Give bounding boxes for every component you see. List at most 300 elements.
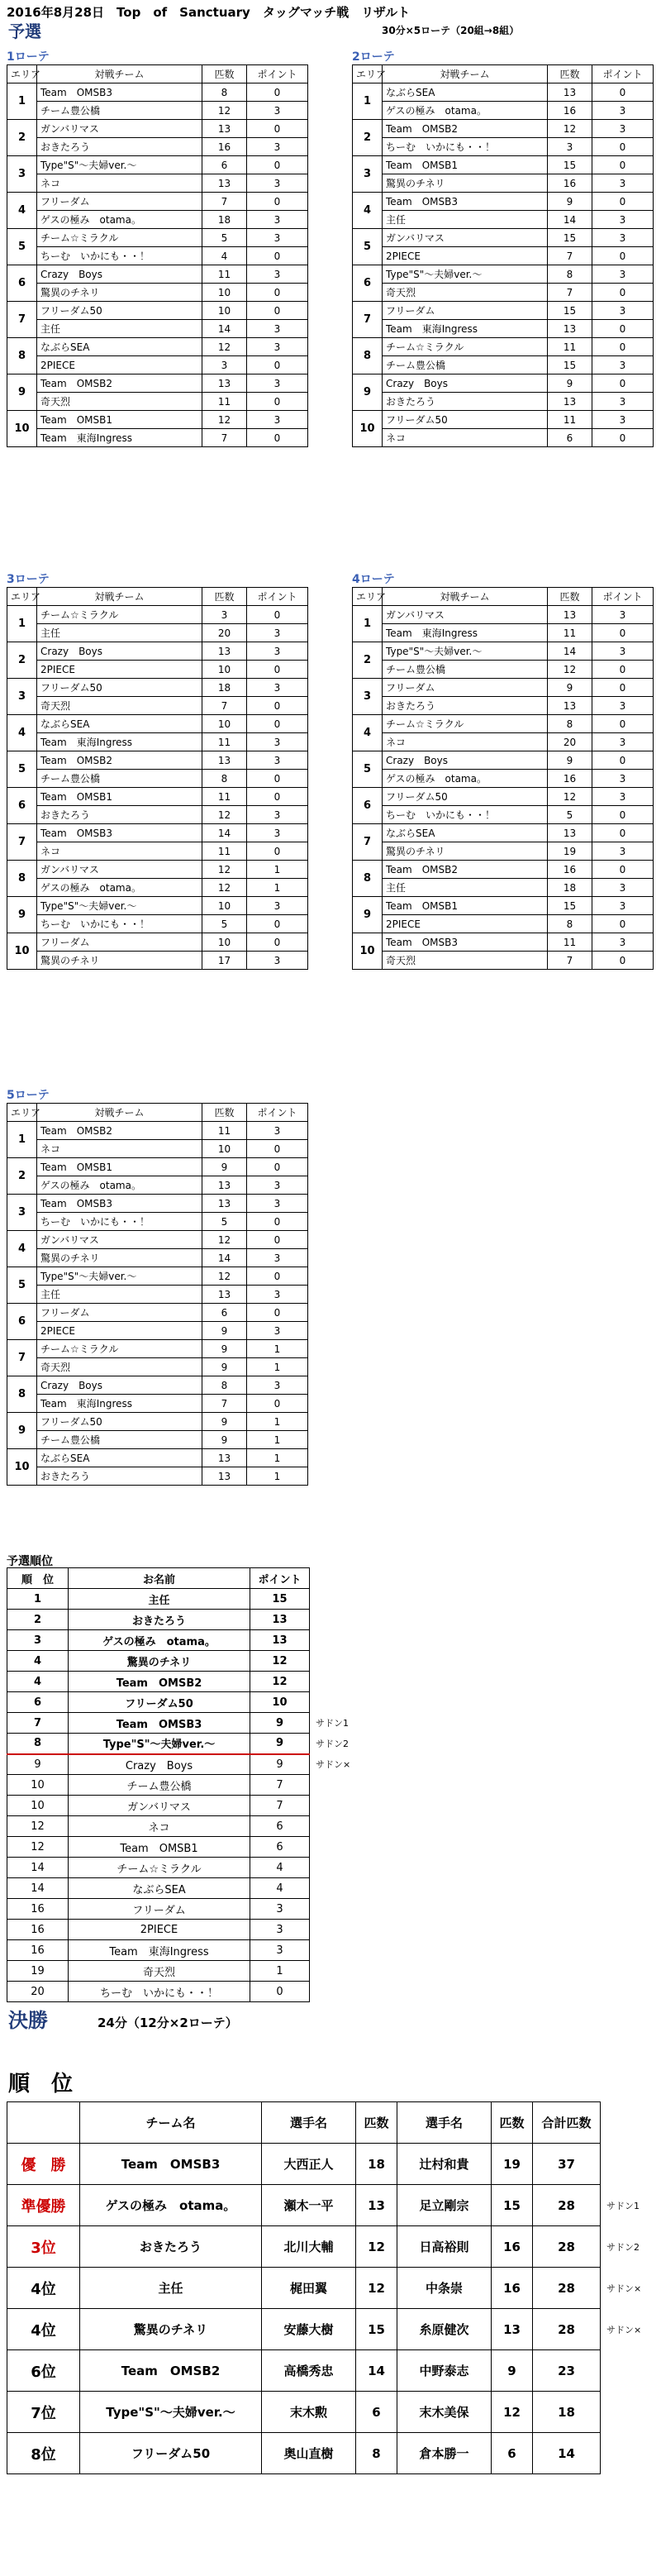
team-name: 奇天烈 (37, 697, 202, 715)
player-name: 大西正人 (262, 2144, 356, 2185)
team-name: 主任 (37, 624, 202, 642)
ranking-team-name: 驚異のチネリ (69, 1651, 250, 1672)
team-name: 奇天烈 (383, 952, 548, 970)
point-value: 0 (247, 156, 308, 174)
team-name: フリーダム (37, 1304, 202, 1322)
table-row (353, 861, 654, 879)
final-player1-header: 選手名 (262, 2102, 356, 2144)
team-name: Crazy Boys (383, 751, 548, 770)
final-row (7, 2309, 601, 2350)
area-number: 2 (353, 120, 383, 156)
team-name: なぶらSEA (383, 83, 548, 102)
player-kills: 13 (492, 2309, 533, 2350)
team-name: チーム豊公橋 (37, 770, 202, 788)
kill-count: 13 (202, 1286, 247, 1304)
rotation-table (352, 587, 654, 970)
team-name: Crazy Boys (37, 642, 202, 661)
player-name: 北川大輔 (262, 2226, 356, 2268)
final-rank: 8位 (7, 2433, 80, 2474)
final-team-name: 驚異のチネリ (80, 2309, 262, 2350)
player-kills: 15 (356, 2309, 397, 2350)
kill-count: 5 (202, 915, 247, 933)
player-name: 辻村和貴 (397, 2144, 492, 2185)
final-sudden-note: サドン× (606, 2283, 642, 2294)
kill-count: 13 (548, 697, 592, 715)
team-name: Type"S"～夫婦ver.～ (37, 897, 202, 915)
table-row (353, 897, 654, 915)
team-header: 対戦チーム (383, 588, 548, 606)
kill-count: 10 (202, 933, 247, 952)
ranking-position: 8 (7, 1734, 69, 1754)
area-number: 6 (7, 1304, 37, 1340)
kill-count: 20 (548, 733, 592, 751)
area-header: エリア (353, 65, 383, 83)
table-row (7, 788, 308, 806)
kill-count: 13 (202, 1176, 247, 1195)
table-row (353, 211, 654, 229)
team-header: 対戦チーム (37, 588, 202, 606)
player-kills: 19 (492, 2144, 533, 2185)
team-name: ガンバリマス (37, 861, 202, 879)
team-name: フリーダム (37, 933, 202, 952)
team-name: ガンバリマス (383, 606, 548, 624)
table-row (7, 265, 308, 284)
player-kills: 18 (356, 2144, 397, 2185)
team-name: ゲスの極み otama。 (37, 879, 202, 897)
point-value: 0 (247, 393, 308, 411)
table-row (7, 879, 308, 897)
table-row (7, 338, 308, 356)
point-value: 0 (247, 429, 308, 447)
team-name: Team OMSB1 (37, 1158, 202, 1176)
ranking-row (7, 1899, 310, 1920)
total-kills: 28 (533, 2185, 601, 2226)
ranking-position: 20 (7, 1982, 69, 2002)
area-number: 6 (7, 265, 37, 302)
team-name: ガンバリマス (383, 229, 548, 247)
team-name: フリーダム (383, 302, 548, 320)
table-row (7, 770, 308, 788)
point-value: 0 (592, 715, 654, 733)
team-name: チーム☆ミラクル (383, 715, 548, 733)
ranking-row (7, 1651, 310, 1672)
points-header: ポイント (250, 1568, 310, 1589)
kill-count: 19 (548, 842, 592, 861)
ranking-points: 0 (250, 1982, 310, 2002)
area-number: 7 (7, 824, 37, 861)
area-number: 4 (353, 715, 383, 751)
point-value: 1 (247, 879, 308, 897)
team-name: チーム豊公橋 (383, 356, 548, 374)
page-subtitle: 30分×5ローテ（20組→8組） (382, 25, 520, 36)
area-number: 1 (353, 83, 383, 120)
final-rank: 4位 (7, 2309, 80, 2350)
table-row (353, 879, 654, 897)
team-name: 奇天烈 (37, 393, 202, 411)
kill-count: 14 (548, 642, 592, 661)
table-row (353, 715, 654, 733)
final-player2-header: 選手名 (397, 2102, 492, 2144)
table-row (7, 83, 308, 102)
rotation-label: 4ローテ (352, 573, 395, 586)
area-number: 9 (7, 374, 37, 411)
point-value: 0 (592, 915, 654, 933)
yosen-heading: 予選 (8, 21, 41, 41)
team-name: チーム☆ミラクル (37, 1340, 202, 1358)
point-value: 3 (247, 374, 308, 393)
team-name: ちーむ いかにも・・！ (37, 1213, 202, 1231)
ranking-points: 3 (250, 1899, 310, 1920)
point-value: 0 (247, 915, 308, 933)
kills-header: 匹数 (202, 65, 247, 83)
player-name: 末木美保 (397, 2392, 492, 2433)
table-row (353, 138, 654, 156)
ranking-row (7, 1878, 310, 1899)
kill-count: 9 (202, 1413, 247, 1431)
ranking-team-name: ゲスの極み otama。 (69, 1630, 250, 1651)
team-name: なぶらSEA (383, 824, 548, 842)
kill-count: 10 (202, 302, 247, 320)
team-name: Team 東海Ingress (383, 624, 548, 642)
ranking-points: 12 (250, 1651, 310, 1672)
final-team-name: 主任 (80, 2268, 262, 2309)
kill-count: 15 (548, 156, 592, 174)
kill-count: 12 (548, 788, 592, 806)
team-name: Team 東海Ingress (37, 429, 202, 447)
kill-count: 9 (548, 193, 592, 211)
kill-count: 14 (202, 320, 247, 338)
final-sudden-note: サドン× (606, 2325, 642, 2335)
point-value: 3 (592, 879, 654, 897)
table-row (7, 156, 308, 174)
area-number: 3 (7, 1195, 37, 1231)
table-row (7, 1122, 308, 1140)
point-value: 0 (592, 193, 654, 211)
team-header: 対戦チーム (37, 65, 202, 83)
player-kills: 14 (356, 2350, 397, 2392)
table-row (353, 842, 654, 861)
ranking-position: 7 (7, 1713, 69, 1734)
point-value: 1 (247, 861, 308, 879)
point-value: 3 (247, 102, 308, 120)
point-value: 3 (247, 824, 308, 842)
player-name: 高橋秀忠 (262, 2350, 356, 2392)
kill-count: 16 (202, 138, 247, 156)
table-row (7, 284, 308, 302)
ranking-row (7, 1858, 310, 1878)
area-number: 4 (7, 715, 37, 751)
ranking-team-name: ガンバリマス (69, 1796, 250, 1816)
team-name: 驚異のチネリ (37, 952, 202, 970)
team-name: フリーダム50 (37, 679, 202, 697)
ranking-position: 16 (7, 1940, 69, 1961)
point-value: 0 (592, 138, 654, 156)
team-name: 2PIECE (37, 661, 202, 679)
table-row (7, 1322, 308, 1340)
ranking-row (7, 1692, 310, 1713)
point-value: 3 (247, 624, 308, 642)
point-value: 3 (592, 174, 654, 193)
table-row (353, 806, 654, 824)
final-rank: 4位 (7, 2268, 80, 2309)
table-row (7, 411, 308, 429)
kill-count: 17 (202, 952, 247, 970)
table-row (353, 265, 654, 284)
table-row (7, 229, 308, 247)
table-row (353, 751, 654, 770)
team-name: 驚異のチネリ (37, 284, 202, 302)
kill-count: 9 (548, 751, 592, 770)
ranking-team-name: ネコ (69, 1816, 250, 1837)
area-number: 8 (7, 1376, 37, 1413)
player-kills: 16 (492, 2268, 533, 2309)
rotation-label: 3ローテ (7, 573, 50, 586)
point-value: 1 (247, 1358, 308, 1376)
area-number: 1 (7, 1122, 37, 1158)
point-value: 0 (247, 1231, 308, 1249)
player-kills: 12 (356, 2226, 397, 2268)
table-row (353, 102, 654, 120)
total-kills: 14 (533, 2433, 601, 2474)
ranking-position: 4 (7, 1672, 69, 1692)
ranking-points: 1 (250, 1961, 310, 1982)
point-value: 1 (247, 1413, 308, 1431)
ranking-team-name: チーム豊公橋 (69, 1775, 250, 1796)
player-name: 奥山直樹 (262, 2433, 356, 2474)
team-name: Team OMSB2 (383, 861, 548, 879)
team-name: Crazy Boys (37, 1376, 202, 1395)
rank-header: 順 位 (7, 1568, 69, 1589)
final-kills2-header: 匹数 (492, 2102, 533, 2144)
table-row (7, 1286, 308, 1304)
kill-count: 13 (202, 1195, 247, 1213)
table-row (353, 770, 654, 788)
team-name: Team OMSB3 (383, 193, 548, 211)
final-row (7, 2350, 601, 2392)
player-name: 安藤大樹 (262, 2309, 356, 2350)
page-title: 2016年8月28日 Top of Sanctuary タッグマッチ戦 リザルト (7, 5, 411, 20)
ranking-points: 3 (250, 1940, 310, 1961)
team-name: ちーむ いかにも・・！ (383, 806, 548, 824)
team-name: フリーダム (383, 679, 548, 697)
team-name: チーム豊公橋 (37, 1431, 202, 1449)
kill-count: 9 (202, 1322, 247, 1340)
table-row (7, 1340, 308, 1358)
ranking-points: 9 (250, 1754, 310, 1775)
team-name: 主任 (383, 211, 548, 229)
final-team-name: おきたろう (80, 2226, 262, 2268)
team-name: ゲスの極み otama。 (383, 102, 548, 120)
kill-count: 7 (548, 247, 592, 265)
ranking-position: 16 (7, 1899, 69, 1920)
area-number: 3 (7, 156, 37, 193)
table-row (7, 1231, 308, 1249)
area-number: 8 (353, 338, 383, 374)
table-row (7, 138, 308, 156)
table-row (353, 83, 654, 102)
final-sudden-note: サドン2 (606, 2242, 640, 2253)
table-row (7, 211, 308, 229)
table-row (353, 661, 654, 679)
kill-count: 6 (202, 156, 247, 174)
final-team-name: ゲスの極み otama。 (80, 2185, 262, 2226)
kill-count: 16 (548, 174, 592, 193)
player-kills: 6 (356, 2392, 397, 2433)
table-row (7, 642, 308, 661)
point-value: 0 (247, 697, 308, 715)
team-name: Team 東海Ingress (37, 1395, 202, 1413)
player-name: 日高裕則 (397, 2226, 492, 2268)
ranking-position: 4 (7, 1651, 69, 1672)
team-name: ネコ (37, 842, 202, 861)
team-name: Team OMSB3 (37, 824, 202, 842)
ranking-row (7, 1796, 310, 1816)
sudden-note: サドン2 (316, 1739, 349, 1749)
area-number: 10 (7, 933, 37, 970)
table-row (353, 374, 654, 393)
point-value: 0 (592, 284, 654, 302)
team-name: ちーむ いかにも・・！ (383, 138, 548, 156)
table-row (7, 1449, 308, 1467)
player-name: 糸原健次 (397, 2309, 492, 2350)
ranking-position: 9 (7, 1754, 69, 1775)
table-row (353, 788, 654, 806)
area-number: 7 (7, 302, 37, 338)
point-value: 3 (247, 320, 308, 338)
team-name: 2PIECE (383, 247, 548, 265)
final-team-name: Team OMSB2 (80, 2350, 262, 2392)
point-value: 3 (592, 229, 654, 247)
ranking-position: 10 (7, 1775, 69, 1796)
ranking-team-name: フリーダム50 (69, 1692, 250, 1713)
kill-count: 13 (202, 1467, 247, 1486)
player-kills: 8 (356, 2433, 397, 2474)
ranking-points: 15 (250, 1589, 310, 1610)
table-row (7, 1358, 308, 1376)
team-header: 対戦チーム (37, 1104, 202, 1122)
final-ranking-header (7, 2102, 601, 2144)
area-number: 4 (7, 193, 37, 229)
point-value: 0 (592, 83, 654, 102)
kill-count: 4 (202, 247, 247, 265)
table-row (7, 933, 308, 952)
area-number: 2 (7, 642, 37, 679)
ranking-row (7, 1816, 310, 1837)
table-row (353, 429, 654, 447)
final-row (7, 2226, 601, 2268)
team-name: ゲスの極み otama。 (37, 1176, 202, 1195)
total-kills: 28 (533, 2309, 601, 2350)
kill-count: 11 (548, 411, 592, 429)
point-value: 3 (247, 1176, 308, 1195)
team-name: フリーダム50 (37, 302, 202, 320)
area-header: エリア (7, 1104, 37, 1122)
table-row (7, 356, 308, 374)
point-value: 3 (592, 393, 654, 411)
kill-count: 3 (202, 606, 247, 624)
team-name: チーム豊公橋 (383, 661, 548, 679)
kill-count: 8 (548, 265, 592, 284)
kill-count: 9 (202, 1431, 247, 1449)
point-value: 0 (247, 1267, 308, 1286)
team-name: フリーダム50 (37, 1413, 202, 1431)
point-value: 0 (592, 429, 654, 447)
kill-count: 14 (202, 824, 247, 842)
kill-count: 12 (202, 338, 247, 356)
table-row (353, 247, 654, 265)
point-value: 3 (247, 1322, 308, 1340)
team-name: ネコ (37, 174, 202, 193)
point-value: 0 (592, 247, 654, 265)
final-row (7, 2433, 601, 2474)
table-row (7, 120, 308, 138)
ranking-team-name: Crazy Boys (69, 1754, 250, 1775)
kill-count: 5 (548, 806, 592, 824)
table-row (7, 661, 308, 679)
area-number: 9 (353, 897, 383, 933)
player-kills: 13 (356, 2185, 397, 2226)
table-row (7, 824, 308, 842)
ranking-position: 1 (7, 1589, 69, 1610)
table-row (7, 247, 308, 265)
point-value: 1 (247, 1449, 308, 1467)
team-name: Team OMSB3 (37, 1195, 202, 1213)
table-row (353, 952, 654, 970)
table-row (7, 624, 308, 642)
kill-count: 13 (202, 751, 247, 770)
ranking-team-name: なぶらSEA (69, 1878, 250, 1899)
final-subtitle: 24分（12分×2ローテ） (97, 2015, 238, 2030)
ranking-team-name: Team OMSB2 (69, 1672, 250, 1692)
point-value: 0 (247, 247, 308, 265)
kill-count: 13 (548, 824, 592, 842)
point-value: 3 (247, 642, 308, 661)
point-value: 3 (247, 211, 308, 229)
kill-count: 9 (548, 374, 592, 393)
final-ranking-table (7, 2101, 601, 2474)
area-number: 7 (353, 824, 383, 861)
point-value: 3 (592, 606, 654, 624)
kill-count: 11 (202, 1122, 247, 1140)
ranking-team-name: ちーむ いかにも・・！ (69, 1982, 250, 2002)
yosen-ranking-table (7, 1567, 310, 2002)
area-number: 7 (7, 1340, 37, 1376)
point-value: 0 (247, 606, 308, 624)
point-value: 3 (592, 697, 654, 715)
ranking-points: 3 (250, 1920, 310, 1940)
table-row (7, 842, 308, 861)
point-value: 0 (592, 661, 654, 679)
kill-count: 8 (202, 770, 247, 788)
final-row (7, 2392, 601, 2433)
ranking-team-name: フリーダム (69, 1899, 250, 1920)
team-name: なぶらSEA (37, 1449, 202, 1467)
player-kills: 6 (492, 2433, 533, 2474)
total-kills: 23 (533, 2350, 601, 2392)
point-value: 3 (592, 733, 654, 751)
ranking-row (7, 1610, 310, 1630)
area-number: 2 (7, 120, 37, 156)
kill-count: 13 (548, 320, 592, 338)
table-row (353, 284, 654, 302)
area-number: 1 (7, 83, 37, 120)
ranking-points: 9 (250, 1713, 310, 1734)
point-value: 3 (247, 806, 308, 824)
point-value: 3 (592, 411, 654, 429)
kill-count: 15 (548, 897, 592, 915)
kill-count: 13 (202, 642, 247, 661)
player-name: 瀬木一平 (262, 2185, 356, 2226)
